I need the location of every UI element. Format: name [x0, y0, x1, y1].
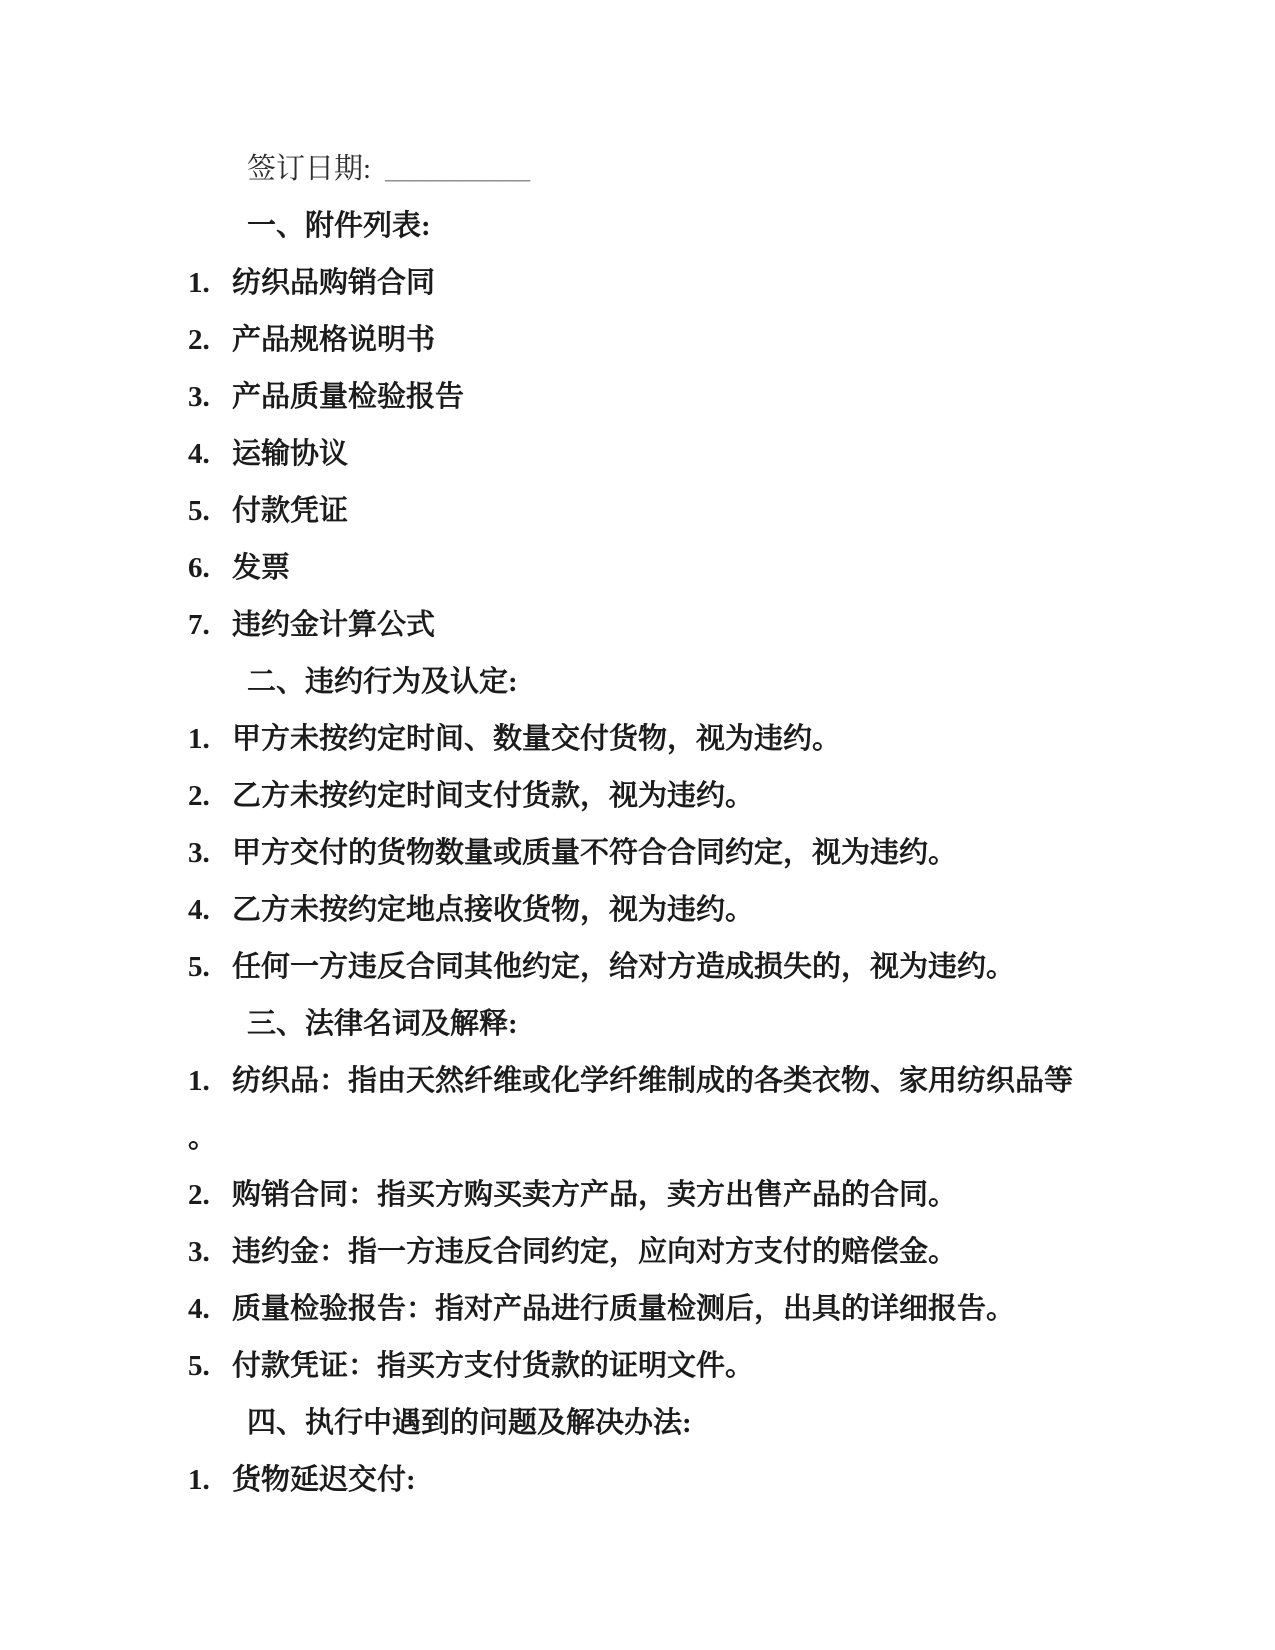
item-text: 质量检验报告：指对产品进行质量检测后，出具的详细报告。: [232, 1293, 1016, 1325]
item-number: 2.: [188, 1179, 210, 1211]
item-text: 任何一方违反合同其他约定，给对方造成损失的，视为违约。: [232, 951, 1016, 983]
item-number: 1.: [188, 723, 210, 755]
section-4-heading: 四、执行中遇到的问题及解决办法:: [247, 1407, 692, 1439]
attachment-item-3: [188, 369, 1275, 426]
item-number: 5.: [188, 951, 210, 983]
item-text: 乙方未按约定时间支付货款，视为违约。: [232, 780, 755, 812]
item-text: 违约金计算公式: [232, 609, 436, 641]
date-blank-underline: __________: [385, 153, 531, 185]
item-number: 5.: [188, 1350, 210, 1382]
breach-item-5: [188, 939, 1275, 996]
item-number: 4.: [188, 894, 210, 926]
section-2-heading: 二、违约行为及认定:: [247, 666, 518, 698]
term-item-1-overflow: 。: [188, 1122, 218, 1154]
term-item-3: [188, 1224, 1275, 1281]
term-item-5: [188, 1338, 1275, 1395]
item-text: 购销合同：指买方购买卖方产品，卖方出售产品的合同。: [232, 1179, 958, 1211]
item-number: 1.: [188, 1065, 210, 1097]
item-number: 5.: [188, 495, 210, 527]
item-number: 3.: [188, 1236, 210, 1268]
term-item-2: [188, 1167, 1275, 1224]
date-line: [247, 141, 1275, 198]
item-text: 乙方未按约定地点接收货物，视为违约。: [232, 894, 755, 926]
attachment-item-7: [188, 597, 1275, 654]
attachment-item-5: [188, 483, 1275, 540]
item-number: 6.: [188, 552, 210, 584]
item-text: 货物延迟交付:: [232, 1464, 416, 1496]
item-text: 产品质量检验报告: [232, 381, 465, 413]
item-number: 1.: [188, 1464, 210, 1496]
attachment-item-4: [188, 426, 1275, 483]
item-number: 1.: [188, 267, 210, 299]
item-number: 3.: [188, 837, 210, 869]
item-number: 3.: [188, 381, 210, 413]
term-item-4: [188, 1281, 1275, 1338]
attachment-item-2: [188, 312, 1275, 369]
section-1-heading: 一、附件列表:: [247, 210, 431, 242]
item-number: 2.: [188, 324, 210, 356]
item-number: 7.: [188, 609, 210, 641]
item-text: 甲方未按约定时间、数量交付货物，视为违约。: [232, 723, 842, 755]
item-text: 发票: [232, 552, 291, 584]
breach-item-3: [188, 825, 1275, 882]
item-text: 纺织品购销合同: [232, 267, 436, 299]
term-item-1: [188, 1053, 1275, 1110]
attachment-item-6: [188, 540, 1275, 597]
breach-item-1: [188, 711, 1275, 768]
execution-item-1: [188, 1452, 1275, 1509]
attachment-item-1: [188, 255, 1275, 312]
item-text: 付款凭证: [232, 495, 349, 527]
breach-item-2: [188, 768, 1275, 825]
item-number: 4.: [188, 1293, 210, 1325]
item-text: 产品规格说明书: [232, 324, 436, 356]
section-3-heading: 三、法律名词及解释:: [247, 1008, 518, 1040]
item-number: 2.: [188, 780, 210, 812]
item-text: 运输协议: [232, 438, 349, 470]
item-text: 违约金：指一方违反合同约定，应向对方支付的赔偿金。: [232, 1236, 958, 1268]
date-label: 签订日期:: [247, 153, 372, 185]
item-text: 付款凭证：指买方支付货款的证明文件。: [232, 1350, 755, 1382]
breach-item-4: [188, 882, 1275, 939]
item-number: 4.: [188, 438, 210, 470]
item-text: 纺织品：指由天然纤维或化学纤维制成的各类衣物、家用纺织品等: [232, 1065, 1074, 1097]
item-text: 甲方交付的货物数量或质量不符合合同约定，视为违约。: [232, 837, 958, 869]
